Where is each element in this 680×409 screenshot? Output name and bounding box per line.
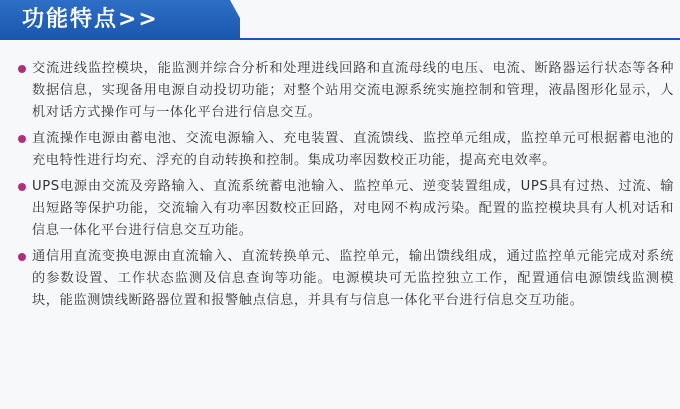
feature-item — [18, 58, 674, 124]
feature-list — [18, 58, 674, 316]
section-header — [0, 0, 680, 40]
header-underline — [0, 38, 680, 40]
bullet-dot-icon — [18, 65, 26, 73]
bullet-dot-icon — [18, 183, 26, 191]
feature-item — [18, 176, 674, 242]
bullet-dot-icon — [18, 135, 26, 143]
feature-text: 交流进线监控模块，能监测并综合分析和处理进线回路和直流母线的电压、电流、断路器运行状态等各种数据信息，实现备用电源自动投切功能；对整个站用交流电源系统实施控制和管理，液晶图形化显示，人机对话方式操作可与一体化平台进行信息交互。 — [32, 61, 674, 120]
feature-text: 直流操作电源由蓄电池、交流电源输入、充电装置、直流馈线、监控单元组成，监控单元可根据蓄电池的充电特性进行均充、浮充的自动转换和控制。集成功率因数校正功能，提高充电效率。 — [32, 131, 674, 168]
section-title: 功能特点>> — [22, 7, 159, 32]
feature-text: UPS电源由交流及旁路输入、直流系统蓄电池输入、监控单元、逆变装置组成，UPS具有过热、过流、输出短路等保护功能，交流输入有功率因数校正回路，对电网不构成污染。配置的监控模块具有人机对话和信息一体化平台进行信息交互功能。 — [32, 179, 674, 238]
feature-item — [18, 128, 674, 172]
feature-text: 通信用直流变换电源由直流输入、直流转换单元、监控单元，输出馈线组成，通过监控单元能完成对系统的参数设置、工作状态监测及信息查询等功能。电源模块可无监控独立工作，配置通信电源馈线监测模块，能监测馈线断路器位置和报警触点信息，并具有与信息一体化平台进行信息交互功能。 — [32, 249, 674, 308]
bullet-dot-icon — [18, 253, 26, 261]
feature-item — [18, 246, 674, 312]
